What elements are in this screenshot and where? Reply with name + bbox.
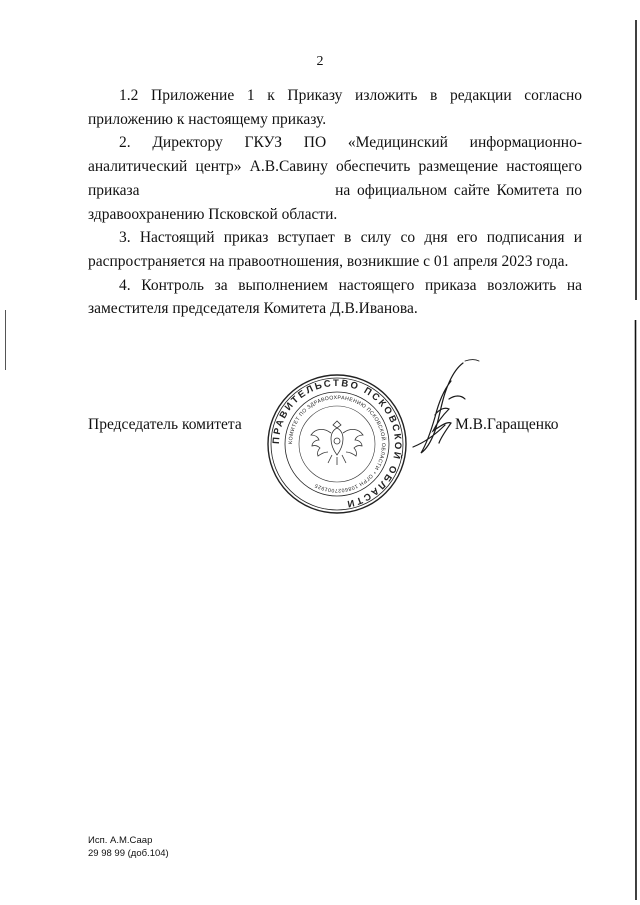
scan-edge-left bbox=[4, 310, 7, 370]
coat-of-arms-icon bbox=[311, 421, 363, 465]
handwritten-signature bbox=[395, 355, 485, 470]
signatory-name: М.В.Гаращенко bbox=[455, 416, 559, 433]
executor-name: Исп. А.М.Саар bbox=[88, 835, 153, 846]
paragraph-3: 3. Настоящий приказ вступает в силу со дня его подписания и распространяется на правоотношения, возникшие с 01 апреля 2023 года. bbox=[88, 229, 582, 270]
page-number: 2 bbox=[316, 54, 324, 69]
seal-inner-text: КОМИТЕТ ПО ЗДРАВООХРАНЕНИЮ ПСКОВСКОЙ ОБЛАСТИ * ОГРН 1086027001925 bbox=[287, 394, 387, 494]
paragraph-4: 4. Контроль за выполнением настоящего приказа возложить на заместителя председателя Комитета Д.В.Иванова. bbox=[88, 276, 582, 318]
scan-edge-right bbox=[634, 0, 638, 905]
paragraph-2 bbox=[88, 131, 582, 226]
executor-info bbox=[88, 835, 169, 860]
signatory-title: Председатель комитета bbox=[88, 416, 242, 433]
paragraph-2-part-2: на официальном сайте Комитета по здравоохранению Псковской области. bbox=[88, 181, 583, 223]
paragraph-2-part-1: 2. Директору ГКУЗ ПО «Медицинский информационно-аналитический центр» А.В.Савину обеспечить размещение настоящего приказа bbox=[88, 134, 582, 199]
executor-phone: 29 98 99 (доб.104) bbox=[88, 847, 169, 859]
paragraph-1-2: 1.2 Приложение 1 к Приказу изложить в редакции согласно приложению к настоящему приказу. bbox=[88, 87, 582, 128]
official-seal bbox=[266, 373, 408, 515]
seal-outer-text: ПРАВИТЕЛЬСТВО ПСКОВСКОЙ ОБЛАСТИ bbox=[270, 377, 404, 510]
order-text bbox=[88, 84, 582, 321]
